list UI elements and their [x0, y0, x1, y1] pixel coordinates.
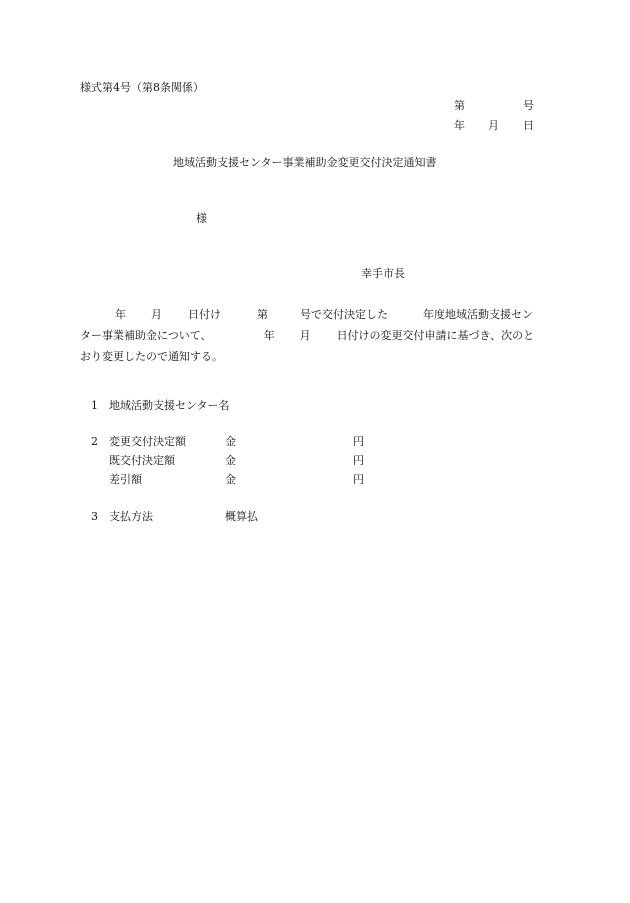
body-line2-end: 日付けの変更交付申請に基づき、次のと	[336, 329, 535, 342]
item2-row-label: 既交付決定額	[109, 454, 175, 467]
form-label: 様式第4号（第8条関係）	[80, 81, 204, 94]
item2-row-yen: 円	[353, 473, 364, 486]
item2-row-kin: 金	[225, 454, 236, 467]
date-hi: 日	[523, 119, 534, 132]
item1-label: 地域活動支援センター名	[109, 399, 230, 412]
date-tsuki: 月	[488, 119, 499, 132]
body-paragraph	[80, 304, 550, 367]
item2-row-label: 変更交付決定額	[109, 435, 186, 448]
item2-row-kin: 金	[225, 435, 236, 448]
item1-number: 1	[91, 399, 98, 412]
date-nen: 年	[454, 119, 465, 132]
item3-label: 支払方法	[109, 510, 153, 523]
item3-number: 3	[91, 510, 98, 523]
item2-row-yen: 円	[353, 454, 364, 467]
addressee-suffix: 様	[196, 212, 207, 225]
body-line-1	[80, 304, 550, 325]
item2-row-label: 差引額	[109, 473, 142, 486]
body-hizuke: 日付け	[188, 308, 221, 321]
body-line-2	[80, 325, 550, 346]
document-title: 地域活動支援センター事業補助金変更交付決定通知書	[173, 156, 437, 169]
item2-number: 2	[91, 435, 98, 448]
body-line1-end: 年度地域活動支援セン	[423, 308, 533, 321]
body-tsuki: 月	[151, 308, 162, 321]
item3-value: 概算払	[225, 510, 258, 523]
body-dai: 第	[257, 308, 268, 321]
body-go-text: 号で交付決定した	[300, 308, 388, 321]
body-line2-start: ター事業補助金について、	[80, 329, 212, 342]
issuer-name: 幸手市長	[361, 267, 405, 280]
item2-row-yen: 円	[353, 435, 364, 448]
ref-go: 号	[523, 99, 534, 112]
body-tsuki2: 月	[299, 329, 311, 342]
ref-dai: 第	[454, 99, 465, 112]
body-nen: 年	[115, 308, 126, 321]
body-line-3: おり変更したので通知する。	[80, 350, 223, 363]
body-nen2: 年	[263, 329, 275, 342]
item2-row-kin: 金	[225, 473, 236, 486]
